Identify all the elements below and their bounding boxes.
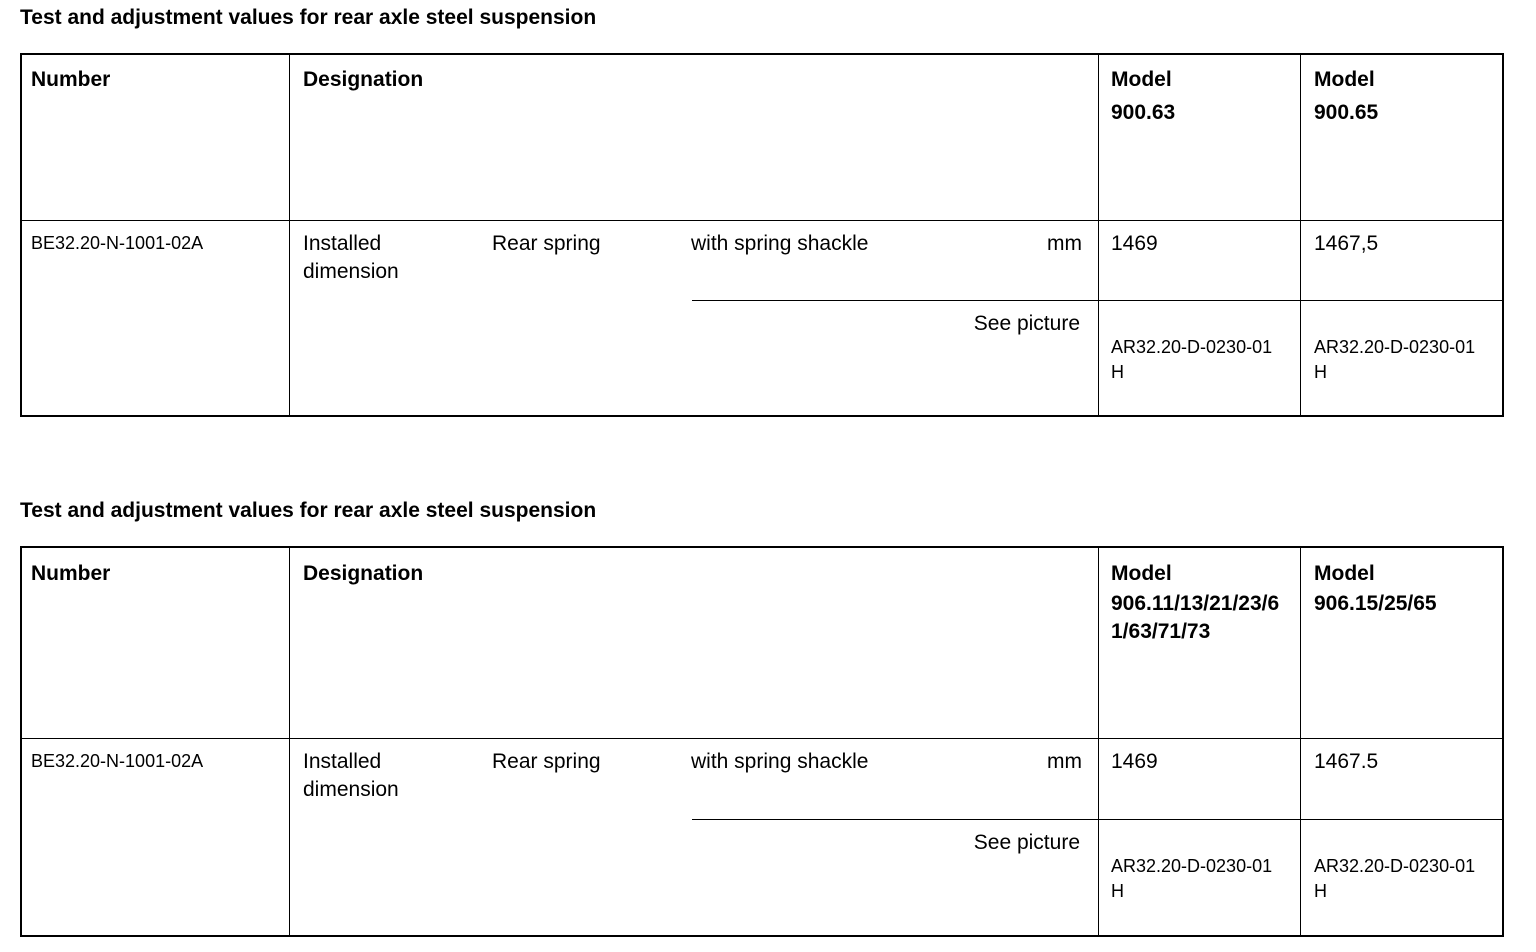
see-picture-label: See picture	[973, 312, 1080, 335]
model-label: Model	[1111, 562, 1172, 585]
row-number: BE32.20-N-1001-02A	[31, 233, 204, 253]
row-divider	[22, 220, 1502, 221]
row-number: BE32.20-N-1001-02A	[31, 751, 204, 771]
picture-ref-line: H	[1111, 362, 1124, 382]
row-condition: with spring shackle	[691, 750, 869, 773]
row-unit: mm	[1047, 750, 1082, 773]
model-code: 900.63	[1111, 101, 1176, 124]
column-divider	[289, 55, 290, 415]
header-model-b	[1314, 557, 1437, 618]
spec-table	[20, 546, 1504, 937]
row-component: Rear spring	[492, 232, 601, 255]
model-label: Model	[1314, 68, 1375, 91]
picture-ref-a[interactable]	[1111, 854, 1272, 904]
header-model-a	[1111, 557, 1279, 646]
designation-line: Installed	[303, 750, 382, 773]
row-value-b: 1467,5	[1314, 232, 1379, 255]
row-divider	[22, 738, 1502, 739]
row-value-a: 1469	[1111, 232, 1158, 255]
picture-ref-line: H	[1314, 881, 1327, 901]
model-label: Model	[1111, 68, 1172, 91]
picture-ref-a[interactable]	[1111, 335, 1272, 385]
model-label: Model	[1314, 562, 1375, 585]
picture-ref-line: AR32.20-D-0230-01	[1111, 856, 1273, 876]
picture-ref-b[interactable]	[1314, 854, 1475, 904]
column-divider	[1300, 55, 1301, 415]
section-title: Test and adjustment values for rear axle steel suspension	[20, 499, 597, 522]
row-condition: with spring shackle	[691, 232, 869, 255]
row-component: Rear spring	[492, 750, 601, 773]
header-model-b	[1314, 63, 1378, 129]
designation-line: Installed	[303, 232, 382, 255]
see-picture-label: See picture	[973, 831, 1080, 854]
designation-line: dimension	[303, 778, 399, 801]
header-number: Number	[31, 562, 111, 585]
picture-ref-line: AR32.20-D-0230-01	[1314, 856, 1476, 876]
column-divider	[289, 548, 290, 935]
row-divider	[692, 300, 1502, 301]
row-value-a: 1469	[1111, 750, 1158, 773]
section-title: Test and adjustment values for rear axle steel suspension	[20, 6, 597, 29]
model-code: 900.65	[1314, 101, 1379, 124]
row-designation	[303, 748, 399, 804]
header-designation: Designation	[303, 562, 424, 585]
model-code: 906.11/13/21/23/6	[1111, 592, 1280, 615]
picture-ref-b[interactable]	[1314, 335, 1475, 385]
picture-ref-line: AR32.20-D-0230-01	[1111, 337, 1273, 357]
row-unit: mm	[1047, 232, 1082, 255]
row-designation	[303, 230, 399, 286]
picture-ref-line: H	[1314, 362, 1327, 382]
header-designation: Designation	[303, 68, 424, 91]
column-divider	[1098, 548, 1099, 935]
header-model-a	[1111, 63, 1175, 129]
row-value-b: 1467.5	[1314, 750, 1379, 773]
designation-line: dimension	[303, 260, 399, 283]
model-code: 1/63/71/73	[1111, 620, 1211, 643]
picture-ref-line: AR32.20-D-0230-01	[1314, 337, 1476, 357]
column-divider	[1300, 548, 1301, 935]
header-number: Number	[31, 68, 111, 91]
column-divider	[1098, 55, 1099, 415]
model-code: 906.15/25/65	[1314, 592, 1437, 615]
row-divider	[692, 819, 1502, 820]
spec-table	[20, 53, 1504, 417]
picture-ref-line: H	[1111, 881, 1124, 901]
